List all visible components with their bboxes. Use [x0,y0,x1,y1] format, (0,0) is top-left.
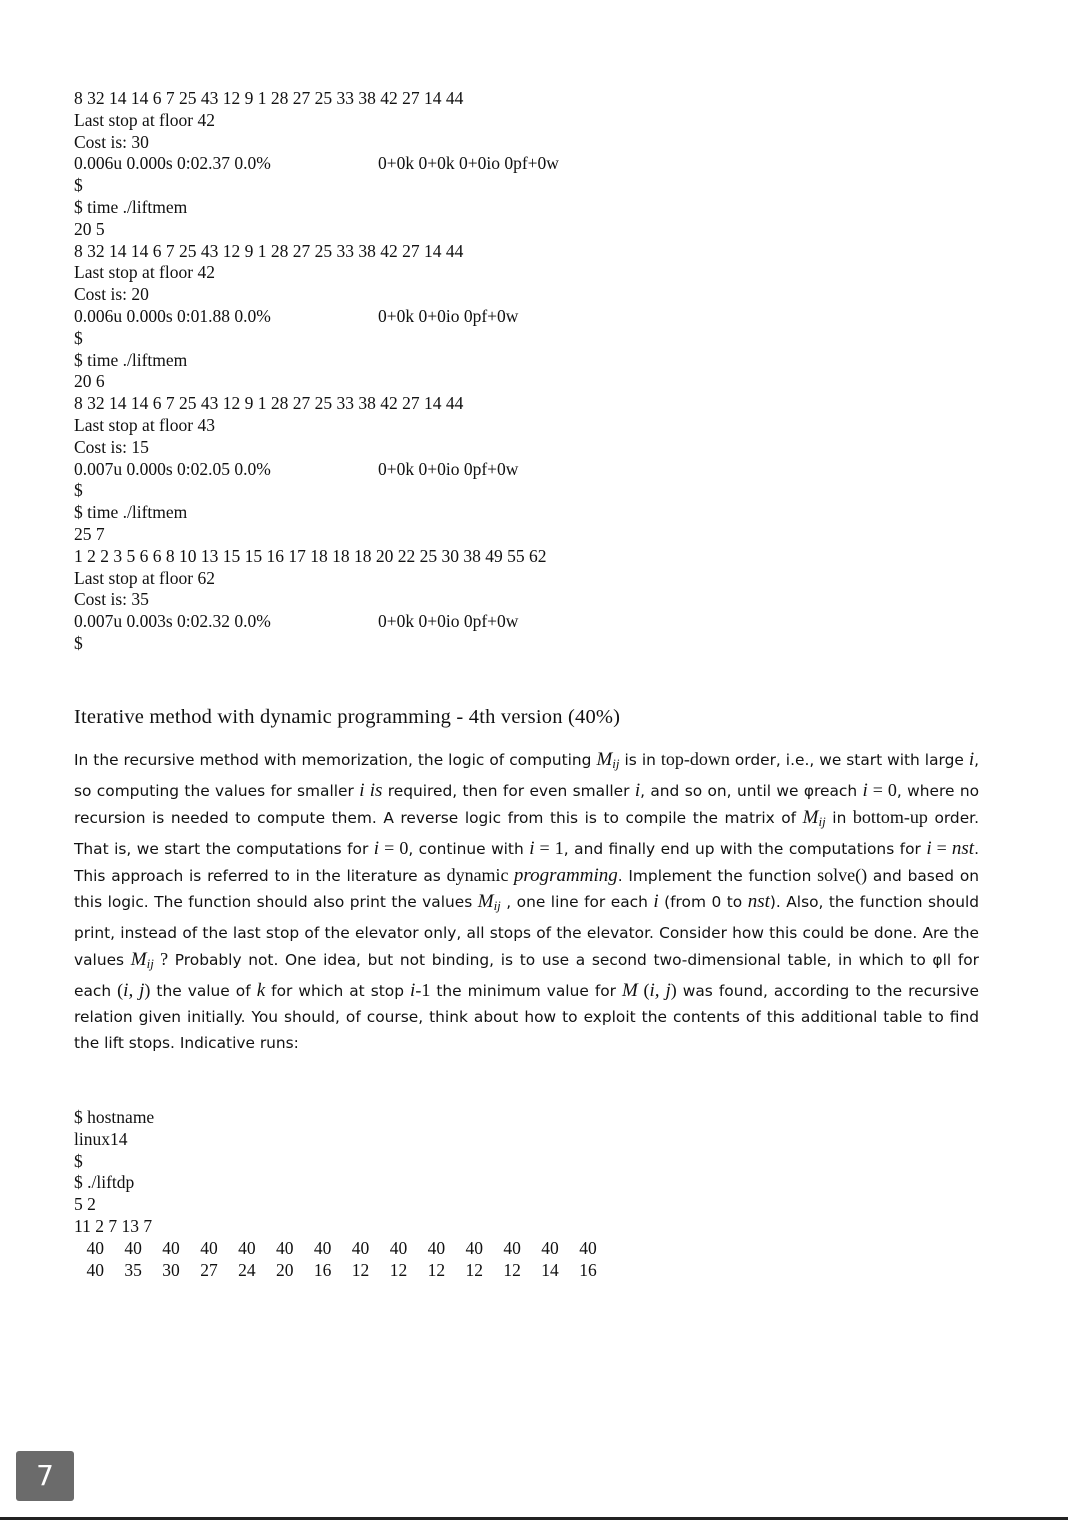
matrix-cell: 40 [313,1238,332,1258]
terminal-line: 0.006u 0.000s 0:01.88 0.0% 0+0k 0+0io 0pf+0w [74,305,519,326]
terminal-line: Last stop at floor 42 [74,262,215,283]
terminal-line: 8 32 14 14 6 7 25 43 12 9 1 28 27 25 33 38 42 27 14 44 [74,88,464,108]
matrix-cell: 27 [200,1260,218,1280]
terminal-line: 8 32 14 14 6 7 25 43 12 9 1 28 27 25 33 38 42 27 14 44 [74,240,464,261]
terminal-line: Last stop at floor 42 [74,109,215,130]
terminal-line: Last stop at floor 43 [74,414,215,435]
matrix-cell: 40 [351,1238,370,1258]
matrix-cell: 30 [162,1260,180,1280]
matrix-cell: 20 [276,1260,294,1280]
matrix-cell: 16 [313,1260,332,1280]
terminal-line: 0.007u 0.003s 0:02.32 0.0% 0+0k 0+0io 0pf+0w [74,611,519,632]
terminal-line: $ time ./liftmem [74,349,188,370]
terminal-line: 0.006u 0.000s 0:02.37 0.0% 0+0k 0+0k 0+0io 0pf+0w [74,153,559,174]
matrix-cell: 40 [86,1238,104,1258]
terminal-line: $ [74,1150,83,1171]
body-paragraph: In the recursive method with memorization, the logic of computing $M_{ij}$ is in top-down order, i.e., we start with large i, so computing the values for smaller i is required, then for even smaller i, and so on, until we φreach i = 0, where no recursion is needed to compute them. A reverse logic from this is to compile the matrix of $M_{ij}$ in bottom-up order. That is, we start the computations for i = 0, continue with i = 1, and finally end up with the computations for i = nst. This approach is referred to in the literature as dynamic programming. Implement the function solve() and based on this logic. The function should also print the values $M_{ij}$ , one line for each i (from 0 to nst). Also, the function should print, instead of the last stop of the elevator only, all stops of the elevator. Consider how this could be done. Are the values $M_{ij}$ ? Probably not. One idea, but not binding, is to use a second two-dimensional table, in which to φll for each (i, j) the value of k for which at stop i-1 the minimum value for M (i, j) was found, according to the recursive relation given initially. You should, of course, think about how to exploit the contents of this additional table to find the lift stops. Indicative runs: [74,749,980,1052]
matrix-cell: 40 [86,1260,104,1280]
matrix-cell: 12 [389,1260,408,1280]
terminal-line: $ time ./liftmem [74,502,188,523]
footer-rule [0,1517,1068,1520]
matrix-cell: 16 [579,1260,597,1280]
terminal-line: $ time ./liftmem [74,196,188,217]
terminal-line: 20 6 [74,371,105,392]
section-heading: Iterative method with dynamic programming - 4th version (40%) [74,706,621,728]
terminal-line: 8 32 14 14 6 7 25 43 12 9 1 28 27 25 33 38 42 27 14 44 [74,393,464,414]
terminal-line: 25 7 [74,523,105,544]
terminal-line: 0.007u 0.000s 0:02.05 0.0% 0+0k 0+0io 0pf+0w [74,458,519,479]
matrix-cell: 40 [124,1238,142,1258]
matrix-cell: 14 [541,1260,559,1280]
matrix-cell: 40 [465,1238,483,1258]
terminal-line: 5 2 [74,1194,96,1215]
matrix-cell: 40 [238,1238,256,1258]
matrix-cell: 40 [503,1238,521,1258]
terminal-line: 20 5 [74,218,105,239]
terminal-line: Last stop at floor 62 [74,567,215,588]
matrix-cell: 12 [427,1260,446,1280]
terminal-line: Cost is: 30 [74,131,149,152]
matrix-cell: 35 [124,1260,142,1280]
matrix-cell: 12 [351,1260,370,1280]
terminal-line: linux14 [74,1128,128,1149]
matrix-cell: 40 [389,1238,408,1258]
matrix-cell: 12 [503,1260,521,1280]
matrix-cell: 40 [276,1238,294,1258]
matrix-cell: 40 [162,1238,180,1258]
matrix-cell: 12 [465,1260,483,1280]
terminal-output-1 [74,88,559,655]
terminal-line: $ [74,480,83,501]
matrix-cell: 40 [427,1238,446,1258]
terminal-line: Cost is: 35 [74,589,149,610]
matrix-cell: 40 [200,1238,218,1258]
terminal-line: Cost is: 20 [74,284,149,305]
terminal-line: 1 2 2 3 5 6 6 8 10 13 15 15 16 17 18 18 18 20 22 25 30 38 49 55 62 [74,545,547,566]
terminal-line: $ [74,327,83,348]
terminal-line: $ hostname [74,1107,155,1127]
matrix-cell: 40 [579,1238,597,1258]
terminal-line: $ [74,175,83,196]
matrix-cell: 24 [238,1260,256,1280]
matrix-cell: 40 [541,1238,559,1258]
terminal-output-2 [74,1107,154,1238]
page-number: 7 [16,1451,74,1501]
terminal-line: 11 2 7 13 7 [74,1215,153,1236]
terminal-line: $ ./liftdp [74,1172,135,1193]
terminal-line: $ [74,632,83,653]
terminal-line: Cost is: 15 [74,436,149,457]
